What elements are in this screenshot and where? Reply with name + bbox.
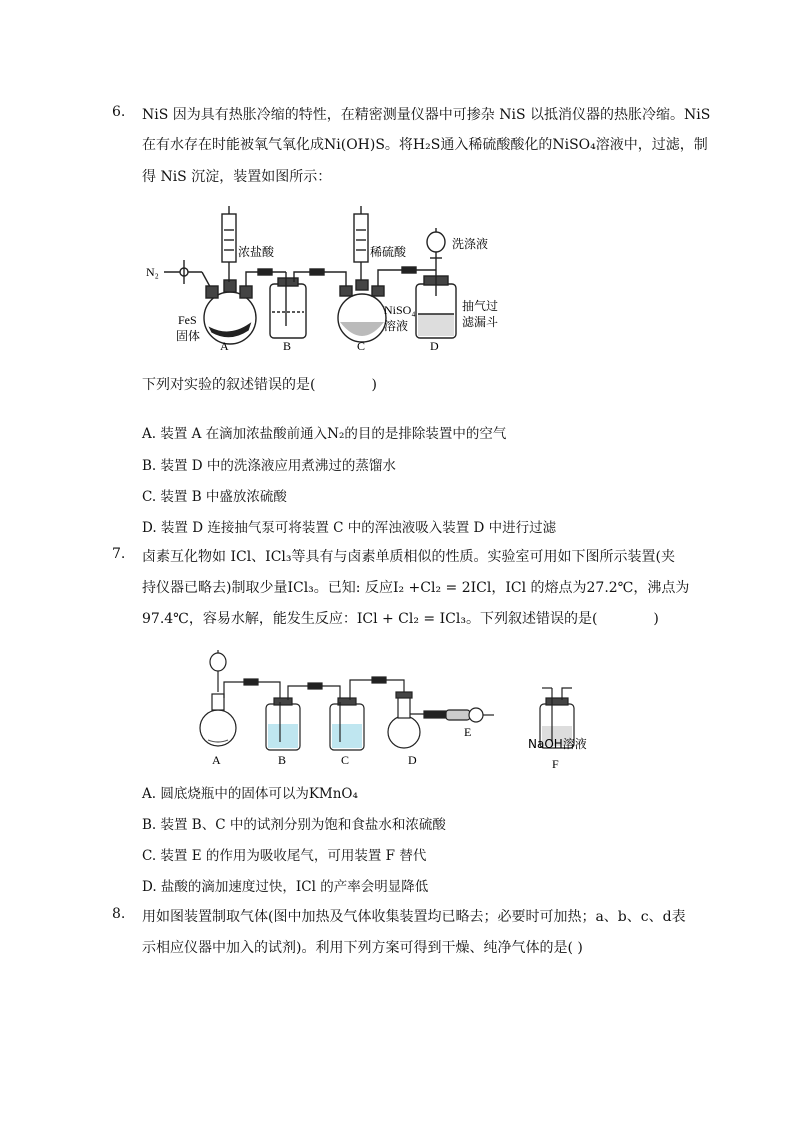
option-d: D. 装置 D 连接抽气泵可将装置 C 中的浑浊液吸入装置 D 中进行过滤: [142, 520, 557, 536]
filter-label-2: 滤漏斗: [462, 315, 499, 329]
conc-hcl-label: 浓盐酸: [238, 245, 275, 259]
niso4-label: NiSO₄: [384, 303, 416, 317]
n2-label: N₂: [146, 265, 159, 279]
question-text-line: NiS 因为具有热胀冷缩的特性，在精密测量仪器中可掺杂 NiS 以抵消仪器的热胀冷缩。NiS: [142, 107, 711, 123]
question-text-line: 持仪器已略去)制取少量ICl₃。已知: 反应I₂ +Cl₂ = 2ICl，ICl 的熔点为27.2℃，沸点为: [142, 580, 690, 596]
dil-h2so4-label: 稀硫酸: [370, 245, 407, 259]
question-text-line: 示相应仪器中加入的试剂)。利用下列方案可得到干燥、纯净气体的是( ): [142, 940, 583, 956]
solution-label: 溶液: [384, 319, 409, 333]
wash-liquid-label: 洗涤液: [452, 237, 489, 251]
option-d: D. 盐酸的滴加速度过快，ICl 的产率会明显降低: [142, 879, 429, 895]
question-stem: 下列对实验的叙述错误的是( ): [142, 377, 377, 393]
fes-label: FeS: [178, 313, 197, 327]
apparatus-figure-q7: [196, 642, 616, 772]
question-number: 8.: [112, 906, 126, 922]
question-text-line: 97.4℃，容易水解，能发生反应：ICl + Cl₂ = ICl₃。下列叙述错误的是( ): [142, 611, 659, 627]
label-e: E: [464, 725, 472, 739]
question-text-line: 卤素互化物如 ICl、ICl₃等具有与卤素单质相似的性质。实验室可用如下图所示装置(夹: [142, 549, 675, 565]
label-c: C: [341, 753, 350, 767]
question-number: 7.: [112, 546, 126, 562]
label-b: B: [283, 339, 292, 353]
naoh-label: NaOH溶液: [528, 737, 587, 751]
label-c: C: [357, 339, 366, 353]
label-d: D: [408, 753, 417, 767]
label-a: A: [212, 753, 221, 767]
question-text-line: 用如图装置制取气体(图中加热及气体收集装置均已略去；必要时可加热；a、b、c、d表: [142, 909, 686, 925]
label-b: B: [278, 753, 287, 767]
question-number: 6.: [112, 104, 126, 120]
solid-label: 固体: [176, 329, 201, 343]
label-f: F: [552, 757, 559, 771]
label-a: A: [220, 339, 229, 353]
option-c: C. 装置 B 中盛放浓硫酸: [142, 489, 287, 505]
apparatus-figure-q6: [140, 200, 500, 360]
option-b: B. 装置 D 中的洗涤液应用煮沸过的蒸馏水: [142, 458, 396, 474]
option-c: C. 装置 E 的作用为吸收尾气，可用装置 F 替代: [142, 848, 427, 864]
filter-label-1: 抽气过: [462, 299, 499, 313]
option-b: B. 装置 B、C 中的试剂分别为饱和食盐水和浓硫酸: [142, 817, 446, 833]
question-text-line: 在有水存在时能被氧气氧化成Ni(OH)S。将H₂S通入稀硫酸酸化的NiSO₄溶液中，过滤，制: [142, 137, 708, 153]
option-a: A. 圆底烧瓶中的固体可以为KMnO₄: [142, 786, 358, 802]
label-d: D: [430, 339, 439, 353]
option-a: A. 装置 A 在滴加浓盐酸前通入N₂的目的是排除装置中的空气: [142, 426, 507, 442]
question-text-line: 得 NiS 沉淀，装置如图所示：: [142, 169, 332, 185]
